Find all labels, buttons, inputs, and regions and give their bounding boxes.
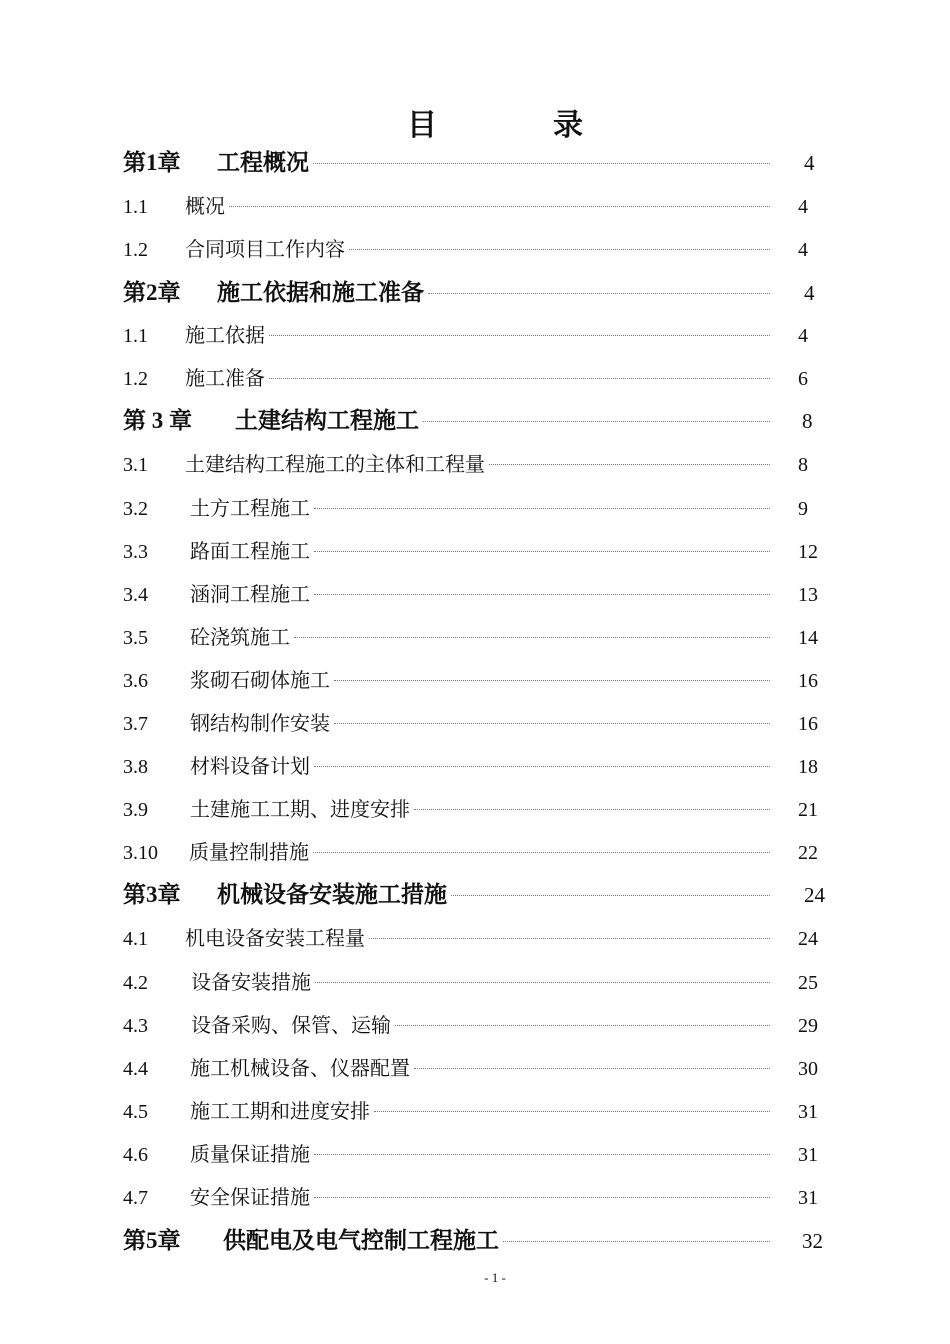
- toc-entry[interactable]: [123, 880, 843, 910]
- toc-entry-title: 质量控制措施: [189, 842, 309, 864]
- toc-entry[interactable]: [123, 1011, 843, 1041]
- toc-dot-leader: [313, 163, 770, 164]
- toc-entry-number: 4.6: [123, 1144, 148, 1166]
- toc-entry-number: 1.1: [123, 325, 148, 347]
- toc-dot-leader: [314, 551, 770, 552]
- toc-dot-leader: [229, 206, 770, 207]
- toc-entry-title: 施工依据和施工准备: [217, 280, 424, 305]
- toc-entry[interactable]: [123, 709, 843, 739]
- toc-entry-page: 14: [798, 627, 818, 649]
- toc-entry-title: 浆砌石砌体施工: [190, 670, 330, 692]
- toc-entry-number: 3.7: [123, 713, 148, 735]
- toc-entry-title: 材料设备计划: [190, 756, 310, 778]
- toc-entry-number: 4.4: [123, 1058, 148, 1080]
- toc-entry-page: 13: [798, 584, 818, 606]
- toc-entry-page: 30: [798, 1058, 818, 1080]
- toc-dot-leader: [314, 1154, 770, 1155]
- toc-dot-leader: [489, 464, 770, 465]
- toc-entry[interactable]: [123, 580, 843, 610]
- toc-entry-number: 3.10: [123, 842, 158, 864]
- toc-entry-page: 4: [804, 151, 815, 175]
- toc-entry[interactable]: [123, 838, 843, 868]
- toc-entry[interactable]: [123, 192, 843, 222]
- toc-entry-number: 4.2: [123, 972, 148, 994]
- toc-entry-page: 4: [798, 239, 808, 261]
- toc-dot-leader: [269, 378, 770, 379]
- toc-entry-number: 第 3 章: [123, 408, 192, 433]
- toc-entry[interactable]: [123, 278, 843, 308]
- toc-entry[interactable]: [123, 450, 843, 480]
- toc-entry-page: 18: [798, 756, 818, 778]
- toc-entry[interactable]: [123, 666, 843, 696]
- toc-entry[interactable]: [123, 235, 843, 265]
- toc-entry-page: 6: [798, 368, 808, 390]
- toc-dot-leader: [503, 1241, 770, 1242]
- toc-dot-leader: [314, 1197, 770, 1198]
- toc-entry-number: 4.5: [123, 1101, 148, 1123]
- toc-entry-page: 4: [804, 281, 815, 305]
- toc-entry[interactable]: [123, 321, 843, 351]
- toc-entry-number: 第5章: [123, 1228, 181, 1253]
- toc-entry-number: 3.9: [123, 799, 148, 821]
- toc-entry-page: 25: [798, 972, 818, 994]
- toc-entry[interactable]: [123, 406, 843, 436]
- toc-entry-title: 土建施工工期、进度安排: [190, 799, 410, 821]
- toc-entry-number: 3.8: [123, 756, 148, 778]
- toc-entry-page: 22: [798, 842, 818, 864]
- toc-entry-title: 土建结构工程施工的主体和工程量: [185, 454, 485, 476]
- toc-entry[interactable]: [123, 1226, 843, 1256]
- toc-dot-leader: [314, 594, 770, 595]
- toc-entry-page: 24: [798, 928, 818, 950]
- toc-entry[interactable]: [123, 1140, 843, 1170]
- toc-entry-title: 设备安装措施: [191, 972, 311, 994]
- toc-entry[interactable]: [123, 752, 843, 782]
- toc-entry[interactable]: [123, 1054, 843, 1084]
- toc-dot-leader: [369, 938, 770, 939]
- toc-entry-page: 31: [798, 1101, 818, 1123]
- toc-entry[interactable]: [123, 364, 843, 394]
- toc-entry-title: 涵洞工程施工: [190, 584, 310, 606]
- toc-entry[interactable]: [123, 968, 843, 998]
- toc-dot-leader: [314, 766, 770, 767]
- toc-dot-leader: [349, 249, 770, 250]
- toc-dot-leader: [414, 1068, 770, 1069]
- toc-entry[interactable]: [123, 148, 843, 178]
- toc-entry-page: 16: [798, 713, 818, 735]
- toc-dot-leader: [313, 852, 770, 853]
- toc-entry-title: 概况: [185, 196, 225, 218]
- toc-entry-number: 3.2: [123, 498, 148, 520]
- toc-entry-number: 4.3: [123, 1015, 148, 1037]
- toc-dot-leader: [334, 723, 770, 724]
- toc-dot-leader: [314, 508, 770, 509]
- toc-entry[interactable]: [123, 537, 843, 567]
- toc-entry[interactable]: [123, 1097, 843, 1127]
- toc-entry-title: 机电设备安装工程量: [185, 928, 365, 950]
- toc-title-char-2: 录: [553, 109, 583, 142]
- toc-entry-title: 工程概况: [217, 150, 309, 175]
- toc-entry-title: 施工工期和进度安排: [190, 1101, 370, 1123]
- toc-entry-page: 29: [798, 1015, 818, 1037]
- toc-entry-title: 安全保证措施: [190, 1187, 310, 1209]
- page-footer-number: - 1 -: [484, 1270, 506, 1285]
- toc-entry-number: 3.6: [123, 670, 148, 692]
- toc-entry-title: 施工准备: [185, 368, 265, 390]
- toc-entry[interactable]: [123, 494, 843, 524]
- toc-title-char-1: 目: [407, 109, 437, 142]
- toc-entry-number: 第3章: [123, 882, 181, 907]
- toc-entry-number: 1.2: [123, 239, 148, 261]
- toc-dot-leader: [374, 1111, 770, 1112]
- toc-entry-title: 土方工程施工: [190, 498, 310, 520]
- toc-entry-number: 3.3: [123, 541, 148, 563]
- toc-entry-title: 设备采购、保管、运输: [191, 1015, 391, 1037]
- toc-entry-title: 施工依据: [185, 325, 265, 347]
- toc-entry-page: 9: [798, 498, 808, 520]
- toc-dot-leader: [269, 335, 770, 336]
- toc-entry-title: 钢结构制作安装: [190, 713, 330, 735]
- toc-dot-leader: [414, 809, 770, 810]
- toc-entry-number: 4.7: [123, 1187, 148, 1209]
- toc-entry-number: 3.1: [123, 454, 148, 476]
- toc-entry-title: 土建结构工程施工: [235, 408, 419, 433]
- toc-entry-page: 4: [798, 325, 808, 347]
- toc-entry-title: 供配电及电气控制工程施工: [223, 1228, 499, 1253]
- toc-entry-title: 机械设备安装施工措施: [217, 882, 447, 907]
- toc-entry-title: 质量保证措施: [190, 1144, 310, 1166]
- toc-entry-title: 砼浇筑施工: [190, 627, 290, 649]
- toc-entry-page: 32: [802, 1229, 823, 1253]
- toc-entry-number: 第1章: [123, 150, 181, 175]
- toc-entry-number: 4.1: [123, 928, 148, 950]
- toc-dot-leader: [451, 895, 770, 896]
- toc-entry-title: 施工机械设备、仪器配置: [190, 1058, 410, 1080]
- toc-entry-page: 31: [798, 1187, 818, 1209]
- toc-entry[interactable]: [123, 623, 843, 653]
- toc-entry-page: 24: [804, 883, 825, 907]
- toc-entry[interactable]: [123, 795, 843, 825]
- toc-entry-page: 4: [798, 196, 808, 218]
- toc-dot-leader: [395, 1025, 770, 1026]
- toc-entry-title: 合同项目工作内容: [185, 239, 345, 261]
- toc-entry-number: 1.2: [123, 368, 148, 390]
- toc-dot-leader: [294, 637, 770, 638]
- toc-entry-page: 21: [798, 799, 818, 821]
- toc-dot-leader: [315, 982, 770, 983]
- toc-entry-title: 路面工程施工: [190, 541, 310, 563]
- toc-entry-number: 3.4: [123, 584, 148, 606]
- toc-dot-leader: [428, 293, 770, 294]
- toc-entry[interactable]: [123, 924, 843, 954]
- toc-entry-page: 16: [798, 670, 818, 692]
- toc-dot-leader: [423, 421, 770, 422]
- toc-entry-number: 1.1: [123, 196, 148, 218]
- toc-dot-leader: [334, 680, 770, 681]
- toc-entry-number: 3.5: [123, 627, 148, 649]
- toc-entry[interactable]: [123, 1183, 843, 1213]
- toc-entry-page: 8: [798, 454, 808, 476]
- toc-entry-page: 8: [802, 409, 813, 433]
- toc-entry-page: 31: [798, 1144, 818, 1166]
- toc-entry-number: 第2章: [123, 280, 181, 305]
- toc-entry-page: 12: [798, 541, 818, 563]
